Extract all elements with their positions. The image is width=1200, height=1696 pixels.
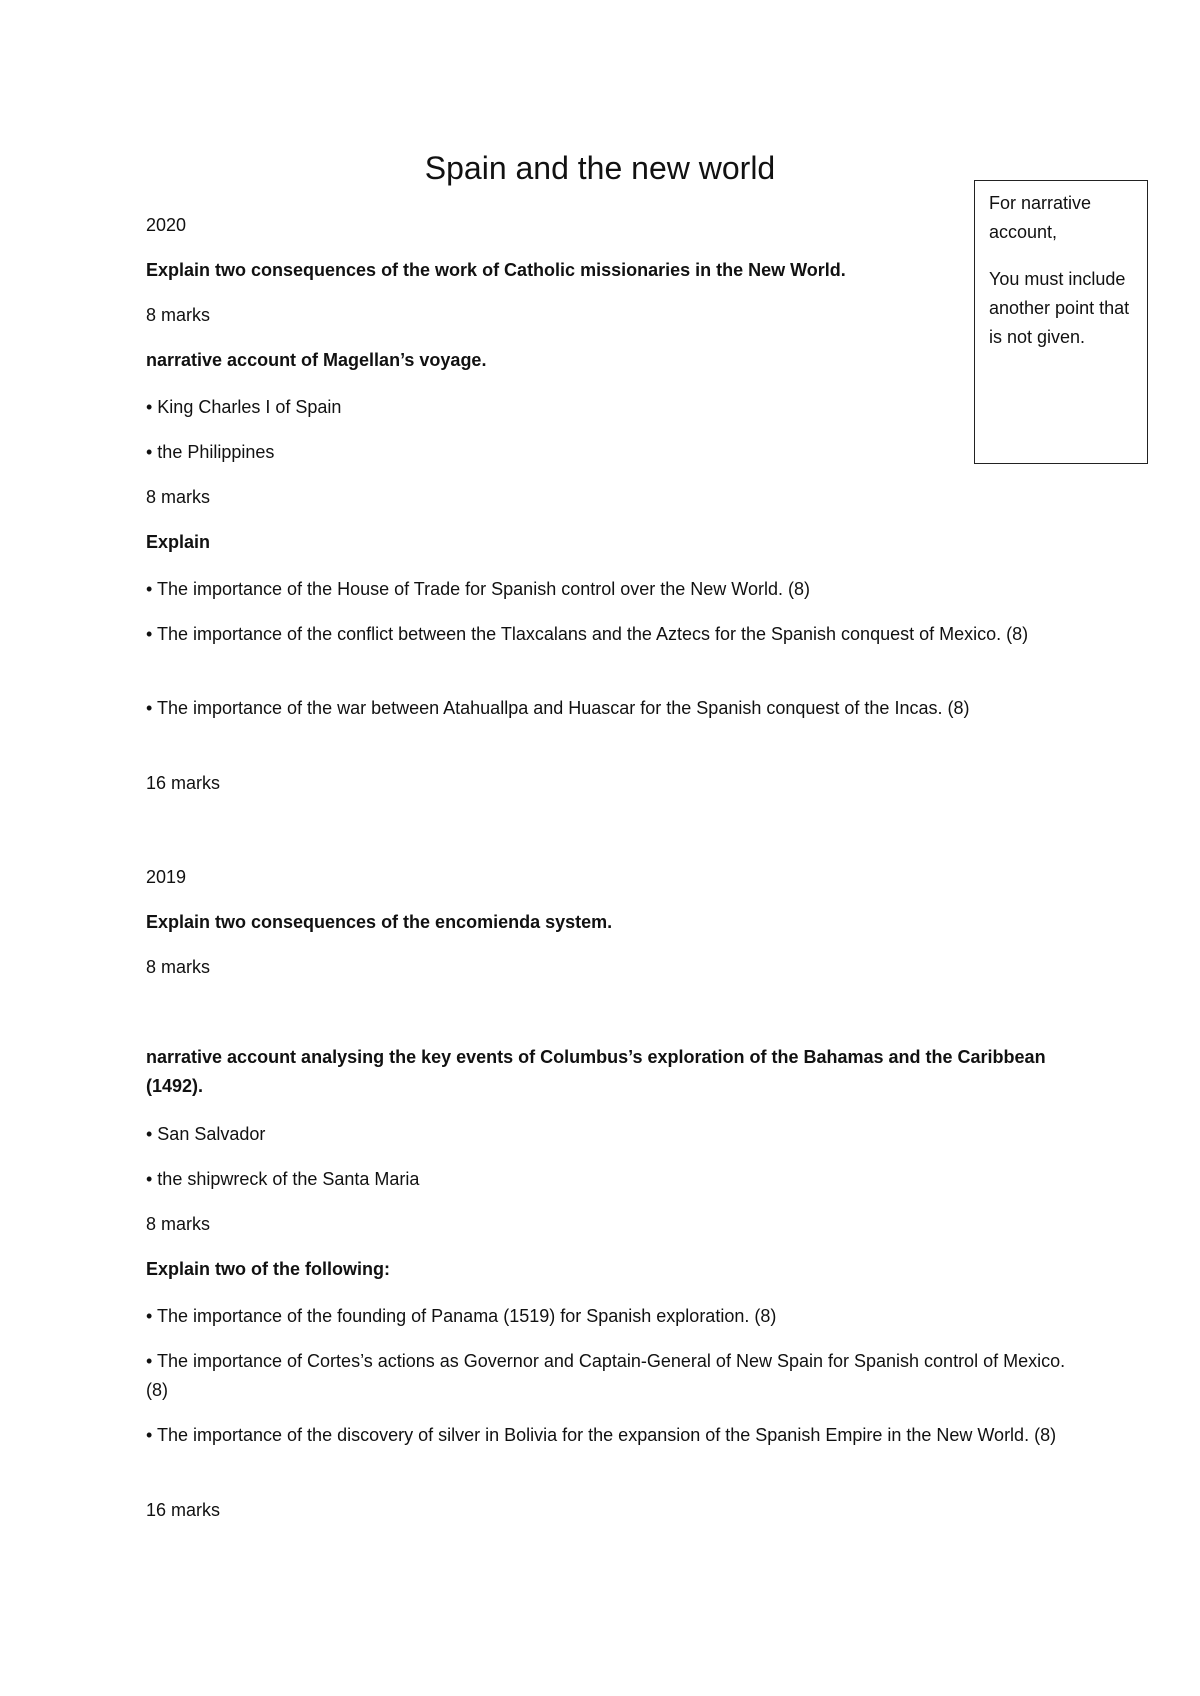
- bullet-2019-3-3: • The importance of the discovery of silver in Bolivia for the expansion of the Spanish Empire in the New World. (8): [146, 1425, 1057, 1445]
- bullet-2020-2-2: • the Philippines: [146, 442, 275, 462]
- marks-2020-3: 16 marks: [146, 773, 221, 793]
- bullet-2019-3-2: • The importance of Cortes’s actions as Governor and Captain-General of New Spain for Spanish control of Mexico. (8): [146, 1351, 1066, 1400]
- question-2020-2: narrative account of Magellan’s voyage.: [146, 350, 487, 370]
- marks-2020-2: 8 marks: [146, 487, 211, 507]
- narrative-note-box: [974, 180, 1148, 464]
- question-2019-2: narrative account analysing the key events of Columbus’s exploration of the Bahamas and the Caribbean (1492).: [146, 1047, 1046, 1096]
- year-2019: 2019: [146, 867, 187, 887]
- question-2019-3: Explain two of the following:: [146, 1259, 390, 1279]
- bullet-2020-2-1: • King Charles I of Spain: [146, 397, 342, 417]
- question-2019-1: Explain two consequences of the encomienda system.: [146, 912, 613, 932]
- page-title: Spain and the new world: [424, 150, 776, 186]
- marks-2020-1: 8 marks: [146, 305, 211, 325]
- note-line-1: For narrative account,: [989, 193, 1092, 242]
- bullet-2019-2-1: • San Salvador: [146, 1124, 266, 1144]
- bullet-2020-3-1: • The importance of the House of Trade for Spanish control over the New World. (8): [146, 579, 810, 599]
- bullet-2019-3-1: • The importance of the founding of Panama (1519) for Spanish exploration. (8): [146, 1306, 777, 1326]
- note-line-2: You must include another point that is not given.: [989, 269, 1130, 347]
- question-2020-1: Explain two consequences of the work of Catholic missionaries in the New World.: [146, 260, 846, 280]
- bullet-2019-2-2: • the shipwreck of the Santa Maria: [146, 1169, 420, 1189]
- bullet-2020-3-2: • The importance of the conflict between the Tlaxcalans and the Aztecs for the Spanish conquest of Mexico. (8): [146, 624, 1029, 644]
- marks-2019-2: 8 marks: [146, 1214, 211, 1234]
- question-2020-3: Explain: [146, 532, 211, 552]
- marks-2019-1: 8 marks: [146, 957, 211, 977]
- marks-2019-3: 16 marks: [146, 1500, 221, 1520]
- bullet-2020-3-3: • The importance of the war between Atahuallpa and Huascar for the Spanish conquest of the Incas. (8): [146, 698, 970, 718]
- year-2020: 2020: [146, 215, 187, 235]
